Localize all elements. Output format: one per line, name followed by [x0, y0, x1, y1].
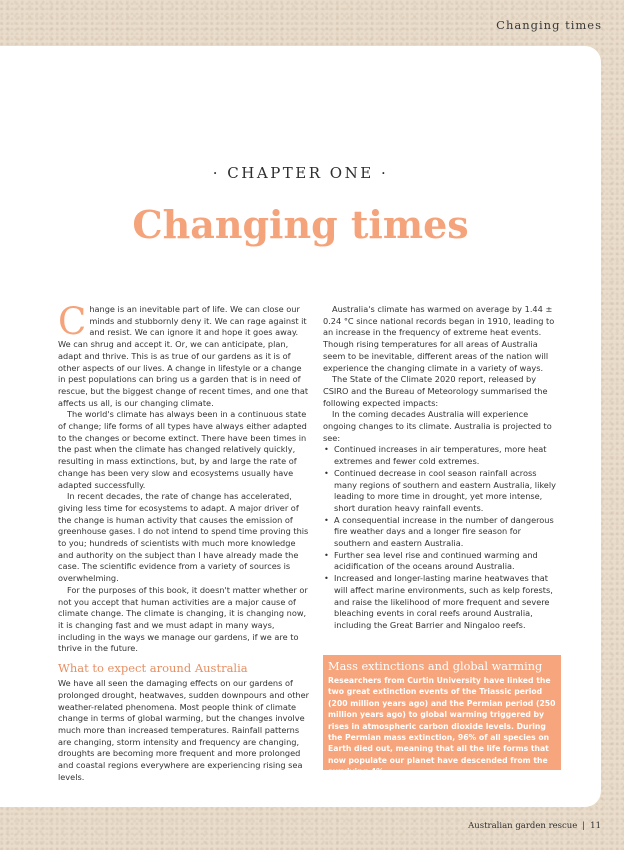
callout-title: Mass extinctions and global warming — [328, 660, 543, 673]
body-paragraph: Australia's climate has warmed on average by 1.44 ± 0.24 °C since national records began in 1910, leading to an increase in the frequency of extreme heat events. Though rising temperatures for all areas of Australia seem to be inevitable, different areas of the nation will experience the changing climate in a variety of ways. — [323, 304, 555, 373]
page-footer — [468, 821, 601, 831]
list-item: • Further sea level rise and continued warming and acidification of the oceans around Australia. — [323, 550, 559, 573]
drop-cap: C — [58, 300, 87, 343]
page — [0, 46, 601, 807]
callout-box — [323, 655, 561, 777]
body-paragraph: The world's climate has always been in a continuous state of change; life forms of all types have always either adapted to the changes or become extinct. There have been times in the past when the climate has changed relatively quickly, resulting in mass extinctions, but, by and large the rate of change has been very slow and ecosystems usually have adapted successfully. — [58, 409, 307, 490]
section-subheading: What to expect around Australia — [58, 661, 248, 676]
footer-separator: | — [582, 821, 586, 831]
chapter-title: Changing times — [132, 202, 469, 247]
intro-paragraph: Change is an inevitable part of life. We can close our minds and stubbornly deny it. We can rage against it and resist. We can ignore it and hope it goes away. We can shrug and accept it. Or, we can anticipate, plan, adapt and thrive. This is as true of our gardens as it is of other aspects of our lives. A change in lifestyle or a change in pest populations can bring us a garden that is in need of rescue, but the biggest change of recent times, and one that affects us all, is our changing climate. — [58, 300, 309, 408]
body-paragraph: We have all seen the damaging effects on our gardens of prolonged drought, heatwaves, sudden downpours and other weather-related phenomena. Most people think of climate change in terms of global warming, but the changes involve much more than increased temperatures. Rainfall patterns are changing, storm intensity and frequency are changing, droughts are becoming more frequent and more prolonged and coastal regions everywhere are experiencing rising sea levels. — [58, 678, 310, 782]
running-head: Changing times — [496, 18, 602, 32]
body-paragraph: In recent decades, the rate of change has accelerated, giving less time for ecosystems to adapt. A major driver of the change is human activity that causes the emission of greenhouse gases. I do not intend to spend time proving this to you; hundreds of scientists with much more knowledge and authority on the subject than I have already made the case. The scientific evidence from a variety of sources is overwhelming. — [58, 491, 309, 584]
impacts-list — [323, 444, 559, 631]
body-paragraph: The State of the Climate 2020 report, released by CSIRO and the Bureau of Meteorology summarised the following expected impacts: — [323, 374, 548, 408]
body-paragraph: For the purposes of this book, it doesn't matter whether or not you accept that human activities are a major cause of climate change. The climate is changing, it is changing now, it is changing fast and we must adapt in many ways, including in the ways we manage our gardens, if we are to thrive in the future. — [58, 584, 308, 654]
list-item: • Continued decrease in cool season rainfall across many regions of southern and eastern Australia, likely leading to more time in drought, yet more intense, short duration heavy rainfall events. — [323, 468, 559, 515]
body-paragraph: In the coming decades Australia will experience ongoing changes to its climate. Australia is projected to see: — [323, 409, 552, 443]
left-column — [58, 300, 310, 783]
list-item: • A consequential increase in the number of dangerous fire weather days and a longer fire season for southern and eastern Australia. — [323, 515, 559, 550]
page-number: 11 — [590, 821, 601, 831]
list-item: • Increased and longer-lasting marine heatwaves that will affect marine environments, such as kelp forests, and raise the likelihood of more frequent and severe bleaching events in coral reefs around Australia, including the Great Barrier and Ningaloo reefs. — [323, 573, 559, 632]
list-item: • Continued increases in air temperatures, more heat extremes and fewer cold extremes. — [323, 444, 559, 467]
book-title: Australian garden rescue — [468, 821, 578, 831]
right-column — [323, 304, 559, 632]
chapter-label: · CHAPTER ONE · — [212, 164, 389, 182]
callout-body: Researchers from Curtin University have linked the two great extinction events of the Triassic period (200 million years ago) and the Permian period (250 million years ago) to global warming triggered by rises in atmospheric carbon dioxide levels. During the Permian mass extinction, 96% of all species on Earth died out, meaning that all the life forms that now populate our planet have descended from the surviving 4%. — [328, 676, 556, 777]
